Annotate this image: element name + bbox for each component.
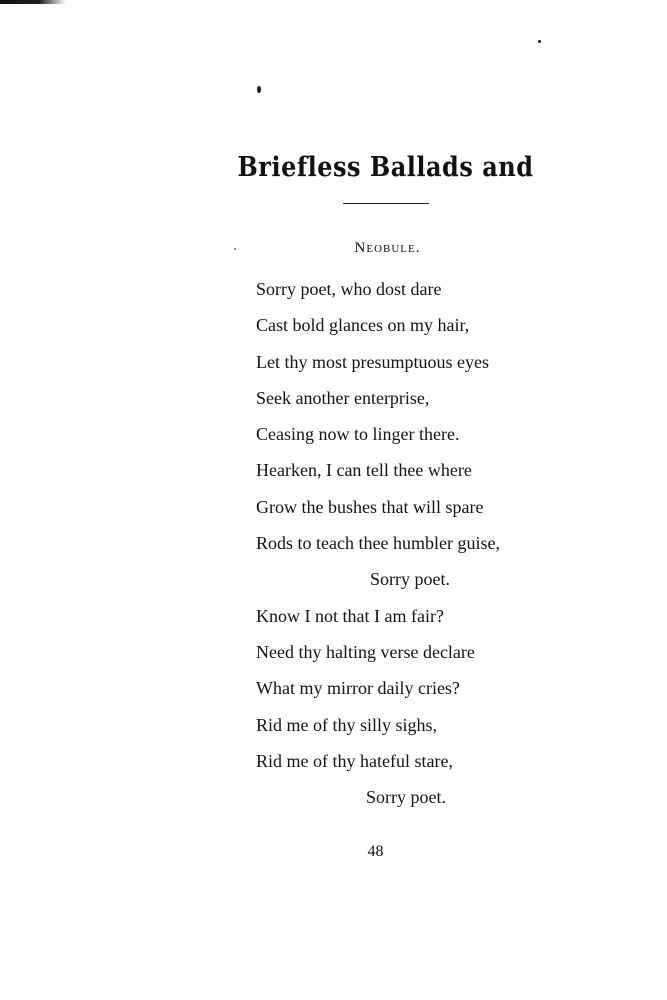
poem-line: What my mirror daily cries? bbox=[256, 678, 460, 699]
page-number: 48 bbox=[367, 843, 384, 860]
poem-line: Need thy halting verse declare bbox=[256, 641, 475, 662]
poem-line: Sorry poet, who dost dare bbox=[256, 279, 442, 299]
poem-refrain: Sorry poet. bbox=[370, 569, 450, 590]
poem-line: Ceasing now to linger there. bbox=[256, 424, 460, 445]
scan-edge-mark bbox=[0, 0, 66, 4]
poem-line: Let thy most presumptuous eyes bbox=[256, 351, 489, 372]
title-rule bbox=[343, 203, 429, 204]
poem-title: Neobule. bbox=[354, 240, 421, 256]
poem-line: Rods to teach thee humbler guise, bbox=[256, 533, 500, 554]
ink-speck bbox=[257, 86, 261, 93]
poem-line: Grow the bushes that will spare bbox=[256, 496, 484, 517]
poem-line: Know I not that I am fair? bbox=[256, 605, 444, 626]
poem-line: Rid me of thy silly sighs, bbox=[256, 714, 438, 735]
poem-body bbox=[256, 275, 500, 819]
running-head: Briefless Ballads and bbox=[237, 150, 534, 183]
poem-line: Rid me of thy hateful stare, bbox=[256, 750, 453, 771]
poem-refrain: Sorry poet. bbox=[366, 787, 446, 808]
poem-line: Hearken, I can tell thee where bbox=[256, 460, 472, 481]
ink-speck bbox=[538, 40, 541, 43]
poem-line: Seek another enterprise, bbox=[256, 387, 430, 408]
poem-line: Cast bold glances on my hair, bbox=[256, 315, 470, 336]
